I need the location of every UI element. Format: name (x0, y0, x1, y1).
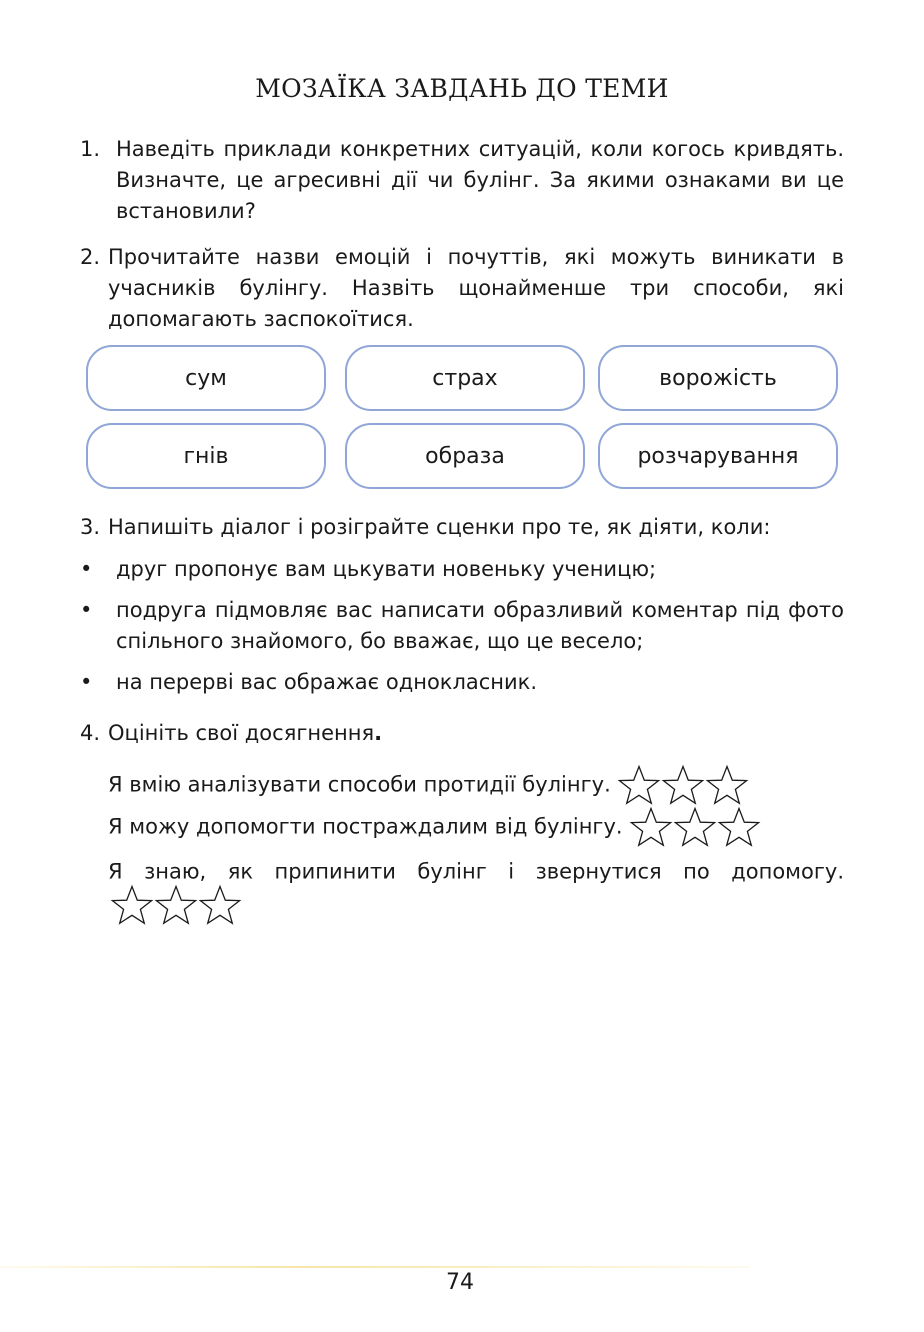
bullet-icon: • (80, 670, 93, 694)
star-rating[interactable] (629, 806, 761, 848)
bullet-icon: • (80, 598, 93, 622)
task-text: Прочитайте назви емоцій і почуттів, які можуть виникати в учасників булінгу. Назвіть щонайменше три способи, які допомагають заспокоїтися. (108, 245, 844, 331)
task-4 (80, 718, 844, 749)
emotion-chip-resentment: образа (345, 423, 585, 489)
list-item-text: друг пропонує вам цькувати новеньку ученицю; (116, 557, 657, 581)
page-title: МОЗАЇКА ЗАВДАНЬ ДО ТЕМИ (255, 74, 669, 103)
task-3 (80, 512, 844, 543)
self-assessment-row (108, 806, 844, 848)
task-2 (80, 242, 844, 335)
star-rating[interactable] (617, 764, 749, 806)
list-item-text: подруга підмовляє вас написати образливий коментар під фото спільного знайомого, бо вважає, що це весело; (116, 598, 844, 653)
list-item-text: на перерві вас ображає однокласник. (116, 670, 538, 694)
task-1 (80, 134, 844, 227)
task-text (80, 718, 844, 749)
star-outline-icon[interactable] (617, 764, 661, 806)
emotion-chip-hostility: ворожість (598, 345, 838, 411)
star-outline-icon[interactable] (673, 806, 717, 848)
self-assessment-text: Я знаю, як припинити булінг і звернутися по допомогу. (108, 859, 844, 884)
task-number: 2. (80, 245, 101, 269)
star-rating[interactable] (110, 884, 242, 926)
task-number: 3. (80, 515, 101, 539)
emotion-chip-fear: страх (345, 345, 585, 411)
task-text-period: . (374, 721, 383, 745)
star-outline-icon[interactable] (629, 806, 673, 848)
self-assessment-row (108, 764, 844, 806)
star-outline-icon[interactable] (110, 884, 154, 926)
list-item (80, 595, 844, 657)
star-outline-icon[interactable] (705, 764, 749, 806)
task-number: 4. (80, 721, 101, 745)
task-text: Наведіть приклади конкретних ситуацій, коли когось кривдять. Визначте, це агресивні дії чи булінг. За якими ознаками ви це встановили? (116, 137, 844, 223)
emotion-chip-sad: сум (86, 345, 326, 411)
bullet-icon: • (80, 557, 93, 581)
star-outline-icon[interactable] (661, 764, 705, 806)
self-assessment-text: Я вмію аналізувати способи протидії булінгу. (108, 772, 611, 797)
star-outline-icon[interactable] (717, 806, 761, 848)
footer-divider (0, 1266, 750, 1268)
emotion-chip-anger: гнів (86, 423, 326, 489)
self-assessment-text: Я можу допомогти постраждалим від булінгу. (108, 814, 623, 839)
list-item (80, 554, 844, 585)
emotion-chip-disappointment: розчарування (598, 423, 838, 489)
list-item (80, 667, 844, 698)
star-outline-icon[interactable] (198, 884, 242, 926)
task-text-main: Оцініть свої досягнення (108, 721, 375, 745)
task-number: 1. (80, 137, 101, 161)
self-assessment-row (108, 856, 844, 888)
star-outline-icon[interactable] (154, 884, 198, 926)
page-number: 74 (446, 1270, 474, 1295)
task-text: Напишіть діалог і розіграйте сценки про те, як діяти, коли: (108, 515, 771, 539)
